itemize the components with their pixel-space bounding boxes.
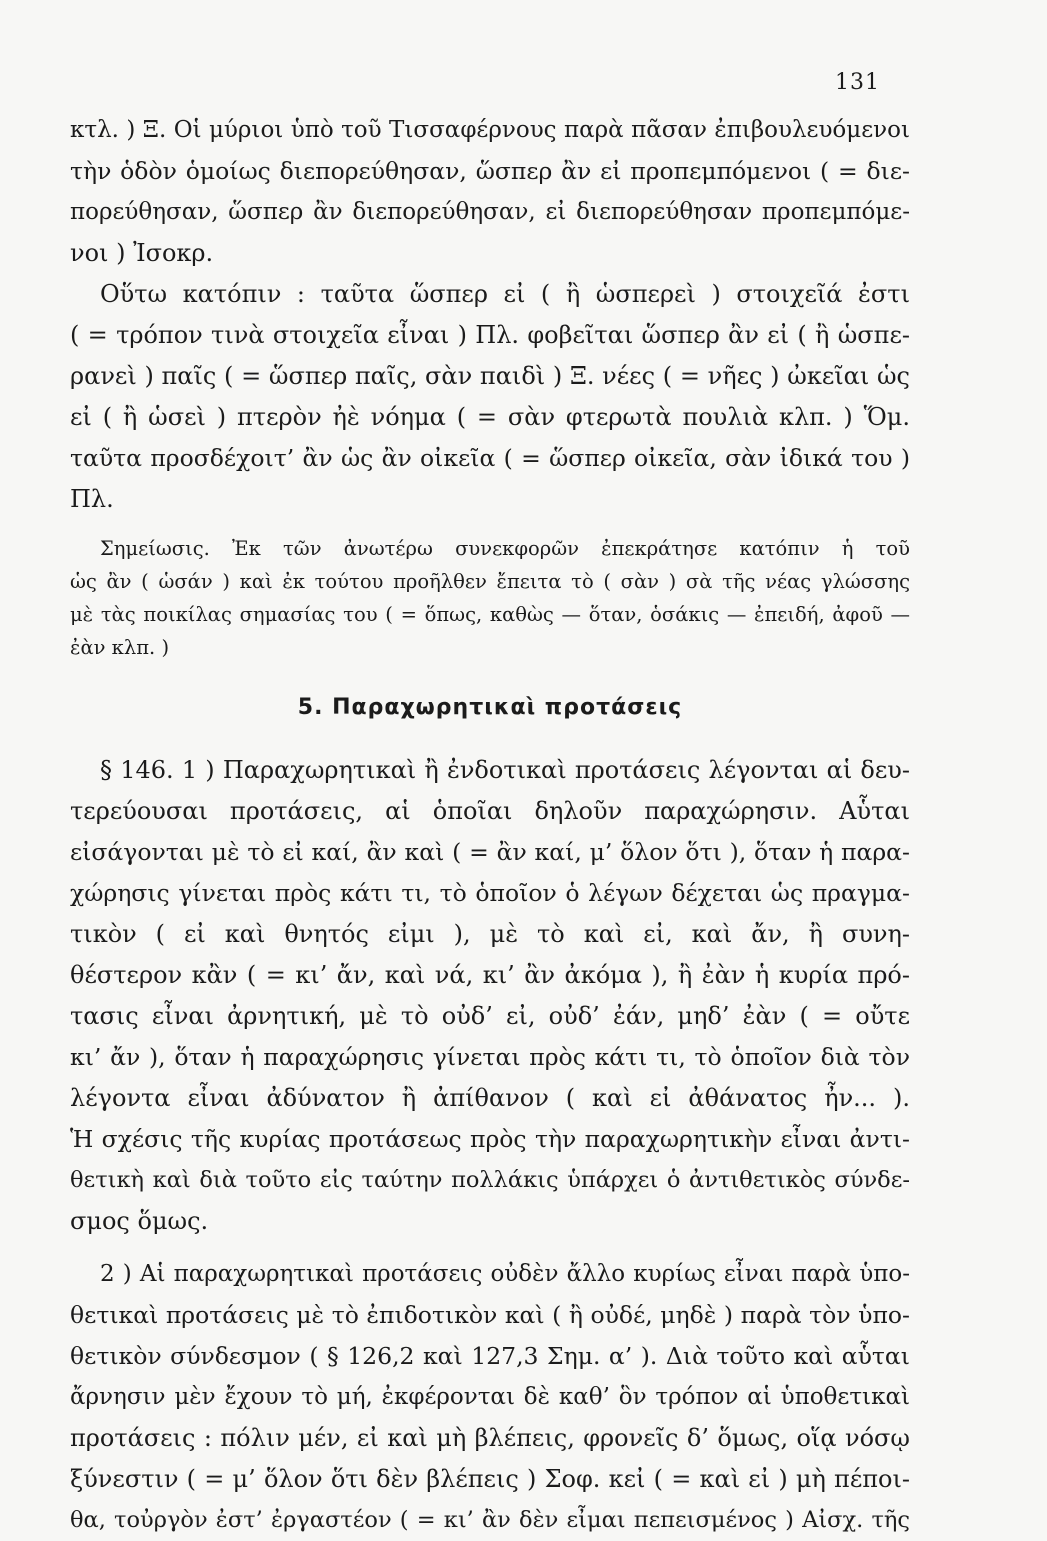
text-line: πορεύθησαν, ὥσπερ ἂν διεπορεύθησαν, εἰ διεπορεύθησαν προπεμπόμε- bbox=[70, 199, 910, 225]
text-line: ρανεὶ ) παῖς ( = ὥσπερ παῖς, σὰν παιδὶ ) Ξ. νέες ( = νῆες ) ὠκεῖαι ὡς bbox=[70, 362, 910, 390]
page-number: 131 bbox=[835, 70, 880, 95]
text-line: § 146. 1 ) Παραχωρητικαὶ ἢ ἐνδοτικαὶ προτάσεις λέγονται αἱ δευ- bbox=[100, 756, 910, 784]
text-line: εἰ ( ἢ ὡσεὶ ) πτερὸν ἠὲ νόημα ( = σὰν φτερωτὰ πουλιὰ κλπ. ) Ὅμ. bbox=[70, 403, 910, 431]
note-line: μὲ τὰς ποικίλας σημασίας του ( = ὅπως, καθὼς — ὅταν, ὁσάκις — ἐπειδή, ἀφοῦ — bbox=[70, 603, 910, 626]
text-line: θα, τοὐργὸν ἐστ’ ἐργαστέον ( = κι’ ἂν δὲν εἶμαι πεπεισμένος ) Αἰσχ. τῆς bbox=[70, 1507, 910, 1533]
text-line: τερεύουσαι προτάσεις, αἱ ὁποῖαι δηλοῦν παραχώρησιν. Αὗται bbox=[70, 797, 910, 825]
text-line: τὴν ὁδὸν ὁμοίως διεπορεύθησαν, ὥσπερ ἂν εἰ προπεμπόμενοι ( = διε- bbox=[70, 157, 910, 185]
text-line: κτλ. ) Ξ. Οἱ μύριοι ὑπὸ τοῦ Τισσαφέρνους παρὰ πᾶσαν ἐπιβουλευόμενοι bbox=[70, 117, 910, 143]
text-line: νοι ) Ἰσοκρ. bbox=[70, 239, 214, 267]
text-line: ἄρνησιν μὲν ἔχουν τὸ μή, ἐκφέρονται δὲ καθ’ ὃν τρόπον αἱ ὑποθετικαὶ bbox=[70, 1384, 910, 1410]
text-line: τασις εἶναι ἀρνητική, μὲ τὸ οὐδ’ εἰ, οὐδ’ ἐάν, μηδ’ ἐὰν ( = οὔτε bbox=[70, 1002, 910, 1030]
text-line: Ἡ σχέσις τῆς κυρίας προτάσεως πρὸς τὴν παραχωρητικὴν εἶναι ἀντι- bbox=[70, 1125, 910, 1153]
text-line: θετικὸν σύνδεσμον ( § 126,2 καὶ 127,3 Σημ. α’ ). Διὰ τοῦτο καὶ αὗται bbox=[70, 1342, 910, 1370]
paragraph-146-2 bbox=[70, 1254, 910, 1541]
text-line: κι’ ἄν ), ὅταν ἡ παραχώρησις γίνεται πρὸς κάτι τι, τὸ ὁποῖον διὰ τὸν bbox=[70, 1043, 910, 1071]
text-line: ξύνεστιν ( = μ’ ὅλον ὅτι δὲν βλέπεις ) Σοφ. κεἰ ( = καὶ εἰ ) μὴ πέποι- bbox=[70, 1465, 910, 1493]
text-line: θετικὴ καὶ διὰ τοῦτο εἰς ταύτην πολλάκις ὑπάρχει ὁ ἀντιθετικὸς σύνδε- bbox=[70, 1167, 910, 1193]
text-line: Οὕτω κατόπιν : ταῦτα ὥσπερ εἰ ( ἢ ὡσπερεὶ ) στοιχεῖά ἐστι bbox=[100, 280, 910, 308]
text-line: θέστερον κἂν ( = κι’ ἄν, καὶ νά, κι’ ἂν ἀκόμα ), ἢ ἐὰν ἡ κυρία πρό- bbox=[70, 961, 910, 989]
note-block bbox=[70, 532, 910, 664]
text-line: θετικαὶ προτάσεις μὲ τὸ ἐπιδοτικὸν καὶ ( ἢ οὐδέ, μηδὲ ) παρὰ τὸν ὑπο- bbox=[70, 1301, 910, 1329]
text-line: λέγοντα εἶναι ἀδύνατον ἢ ἀπίθανον ( καὶ εἰ ἀθάνατος ἦν... ). bbox=[70, 1084, 910, 1112]
section-heading: 5. Παραχωρητικαὶ προτάσεις bbox=[297, 695, 683, 720]
paragraph-146-1 bbox=[70, 750, 910, 1242]
text-line: προτάσεις : πόλιν μέν, εἰ καὶ μὴ βλέπεις, φρονεῖς δ’ ὅμως, οἵᾳ νόσῳ bbox=[70, 1424, 910, 1452]
text-line: τικὸν ( εἰ καὶ θνητός εἰμι ), μὲ τὸ καὶ εἰ, καὶ ἄν, ἢ συνη- bbox=[70, 920, 910, 948]
text-line: εἰσάγονται μὲ τὸ εἰ καί, ἂν καὶ ( = ἂν καί, μ’ ὅλον ὅτι ), ὅταν ἡ παρα- bbox=[70, 838, 910, 866]
page-body bbox=[70, 110, 910, 1541]
paragraph-examples bbox=[70, 110, 910, 520]
note-line: ὡς ἂν ( ὡσάν ) καὶ ἐκ τούτου προῆλθεν ἔπειτα τὸ ( σὰν ) σὰ τῆς νέας γλώσσης bbox=[70, 570, 910, 593]
note-line: ἐὰν κλπ. ) bbox=[70, 636, 170, 659]
text-line: Πλ. bbox=[70, 485, 114, 513]
text-line: σμος ὅμως. bbox=[70, 1207, 209, 1235]
text-line: ( = τρόπον τινὰ στοιχεῖα εἶναι ) Πλ. φοβεῖται ὥσπερ ἂν εἰ ( ἢ ὡσπε- bbox=[70, 321, 910, 349]
text-line: ταῦτα προσδέχοιτ’ ἂν ὡς ἂν οἰκεῖα ( = ὥσπερ οἰκεῖα, σὰν ἰδικά του ) bbox=[70, 444, 910, 472]
text-line: 2 ) Αἱ παραχωρητικαὶ προτάσεις οὐδὲν ἄλλο κυρίως εἶναι παρὰ ὑπο- bbox=[100, 1261, 910, 1287]
text-line: χώρησις γίνεται πρὸς κάτι τι, τὸ ὁποῖον ὁ λέγων δέχεται ὡς πραγμα- bbox=[70, 879, 910, 907]
note-line: Σημείωσις. Ἐκ τῶν ἀνωτέρω συνεκφορῶν ἐπεκράτησε κατόπιν ἡ τοῦ bbox=[100, 537, 910, 560]
